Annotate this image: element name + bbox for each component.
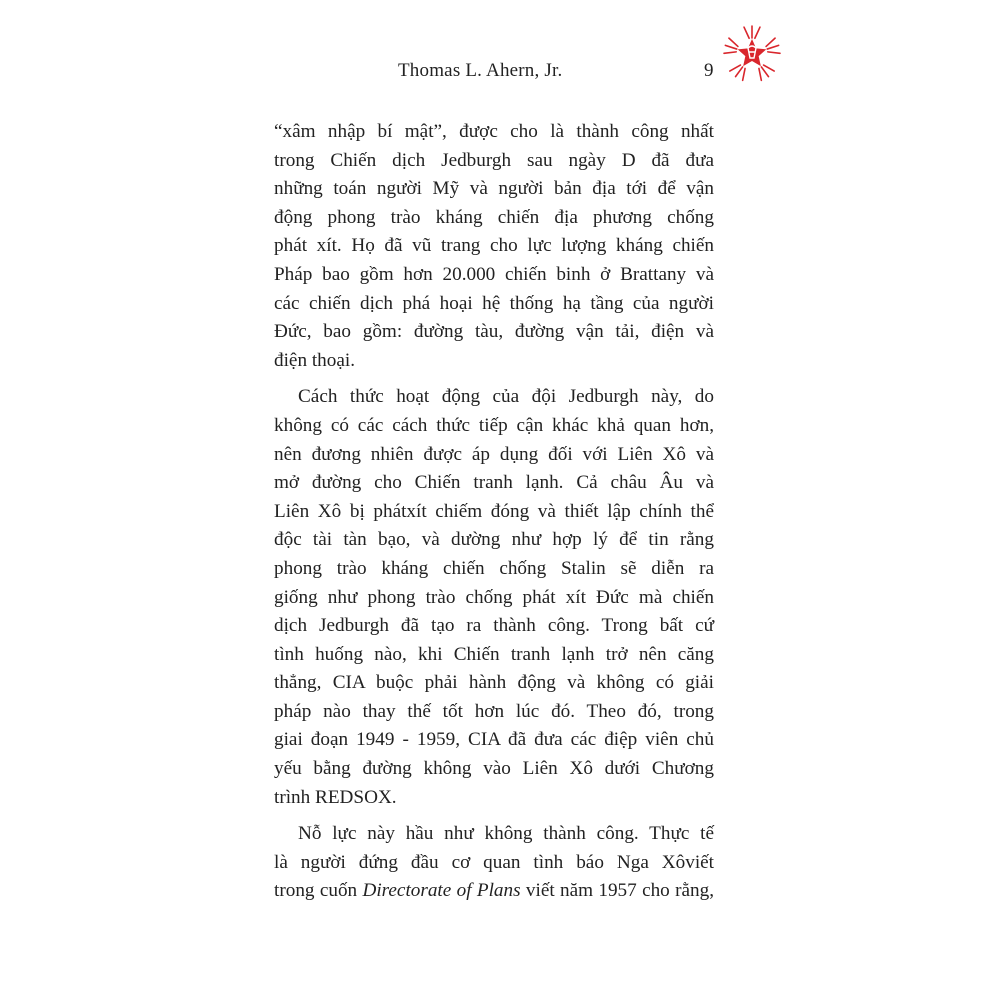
text-fragment: trong cuốn: [274, 880, 363, 902]
paragraph-2: [274, 383, 714, 812]
running-header: [0, 60, 1000, 90]
logo-ray: [764, 65, 775, 71]
logo-ray: [767, 45, 778, 49]
text-line: là người đứng đầu cơ quan tình báo Nga Xôviết: [274, 851, 714, 873]
text-line: dịch Jedburgh đã tạo ra thành công. Trong bất cứ: [274, 615, 714, 637]
logo-ray: [730, 65, 741, 71]
text-line: Pháp bao gồm hơn 20.000 chiến binh ở Brattany và: [274, 263, 714, 285]
text-line: động phong trào kháng chiến địa phương chống: [274, 206, 714, 228]
paragraph-gap: [274, 812, 714, 820]
logo-ray: [725, 45, 736, 49]
logo-ray: [755, 27, 760, 38]
text-line: Cách thức hoạt động của đội Jedburgh này, do: [298, 386, 714, 408]
logo-ray: [744, 27, 749, 38]
author-name: Thomas L. Ahern, Jr.: [398, 60, 563, 81]
page-number: 9: [704, 60, 714, 81]
text-line: mở đường cho Chiến tranh lạnh. Cả châu Âu và: [274, 472, 714, 494]
text-line: trong Chiến dịch Jedburgh sau ngày D đã đưa: [274, 149, 714, 171]
text-line: điện thoại.: [274, 349, 355, 371]
italic-book-title: Directorate of Plans: [362, 880, 521, 902]
text-line: phát xít. Họ đã vũ trang cho lực lượng kháng chiến: [274, 235, 714, 257]
text-line: pháp nào thay thế tốt hơn lúc đó. Theo đó, trong: [274, 700, 714, 722]
text-line: thẳng, CIA buộc phải hành động và không có giải: [274, 672, 714, 694]
text-line: không có các cách thức tiếp cận khác khả quan hơn,: [274, 414, 714, 436]
text-line: tình huống nào, khi Chiến tranh lạnh trở nên căng: [274, 643, 714, 665]
body-text: [274, 118, 714, 906]
logo-ray: [761, 67, 768, 77]
logo-ray: [743, 68, 745, 80]
text-line: các chiến dịch phá hoại hệ thống hạ tầng của người: [274, 292, 714, 314]
text-line: trình REDSOX.: [274, 786, 397, 808]
text-line: độc tài tàn bạo, và dường như hợp lý để tin rằng: [274, 529, 714, 551]
paragraph-3: [274, 820, 714, 906]
text-line: Liên Xô bị phátxít chiếm đóng và thiết lập chính thể: [274, 500, 714, 522]
publisher-star-logo-icon: [722, 24, 782, 84]
logo-ray: [768, 52, 780, 53]
logo-ray: [766, 38, 775, 46]
paragraph-gap: [274, 375, 714, 383]
logo-ray: [736, 67, 743, 77]
logo-ray: [759, 68, 761, 80]
text-line: Đức, bao gồm: đường tàu, đường vận tải, điện và: [274, 321, 714, 343]
text-line-with-italic-title: [274, 877, 714, 906]
logo-ray: [724, 52, 736, 53]
text-line: giống như phong trào chống phát xít Đức mà chiến: [274, 586, 714, 608]
text-line: “xâm nhập bí mật”, được cho là thành công nhất: [274, 121, 714, 142]
text-line: những toán người Mỹ và người bản địa tới để vận: [274, 178, 714, 200]
paragraph-1: [274, 118, 714, 375]
text-line: nên đương nhiên được áp dụng đối với Liên Xô và: [274, 443, 714, 465]
text-fragment: viết năm 1957 cho rằng,: [520, 880, 714, 902]
text-line: phong trào kháng chiến chống Stalin sẽ diễn ra: [274, 557, 714, 579]
logo-ray: [729, 38, 738, 46]
text-line: yếu bằng đường không vào Liên Xô dưới Chương: [274, 758, 714, 780]
text-line: Nỗ lực này hầu như không thành công. Thực tế: [298, 823, 714, 845]
text-line: giai đoạn 1949 - 1959, CIA đã đưa các điệp viên chủ: [274, 729, 714, 751]
